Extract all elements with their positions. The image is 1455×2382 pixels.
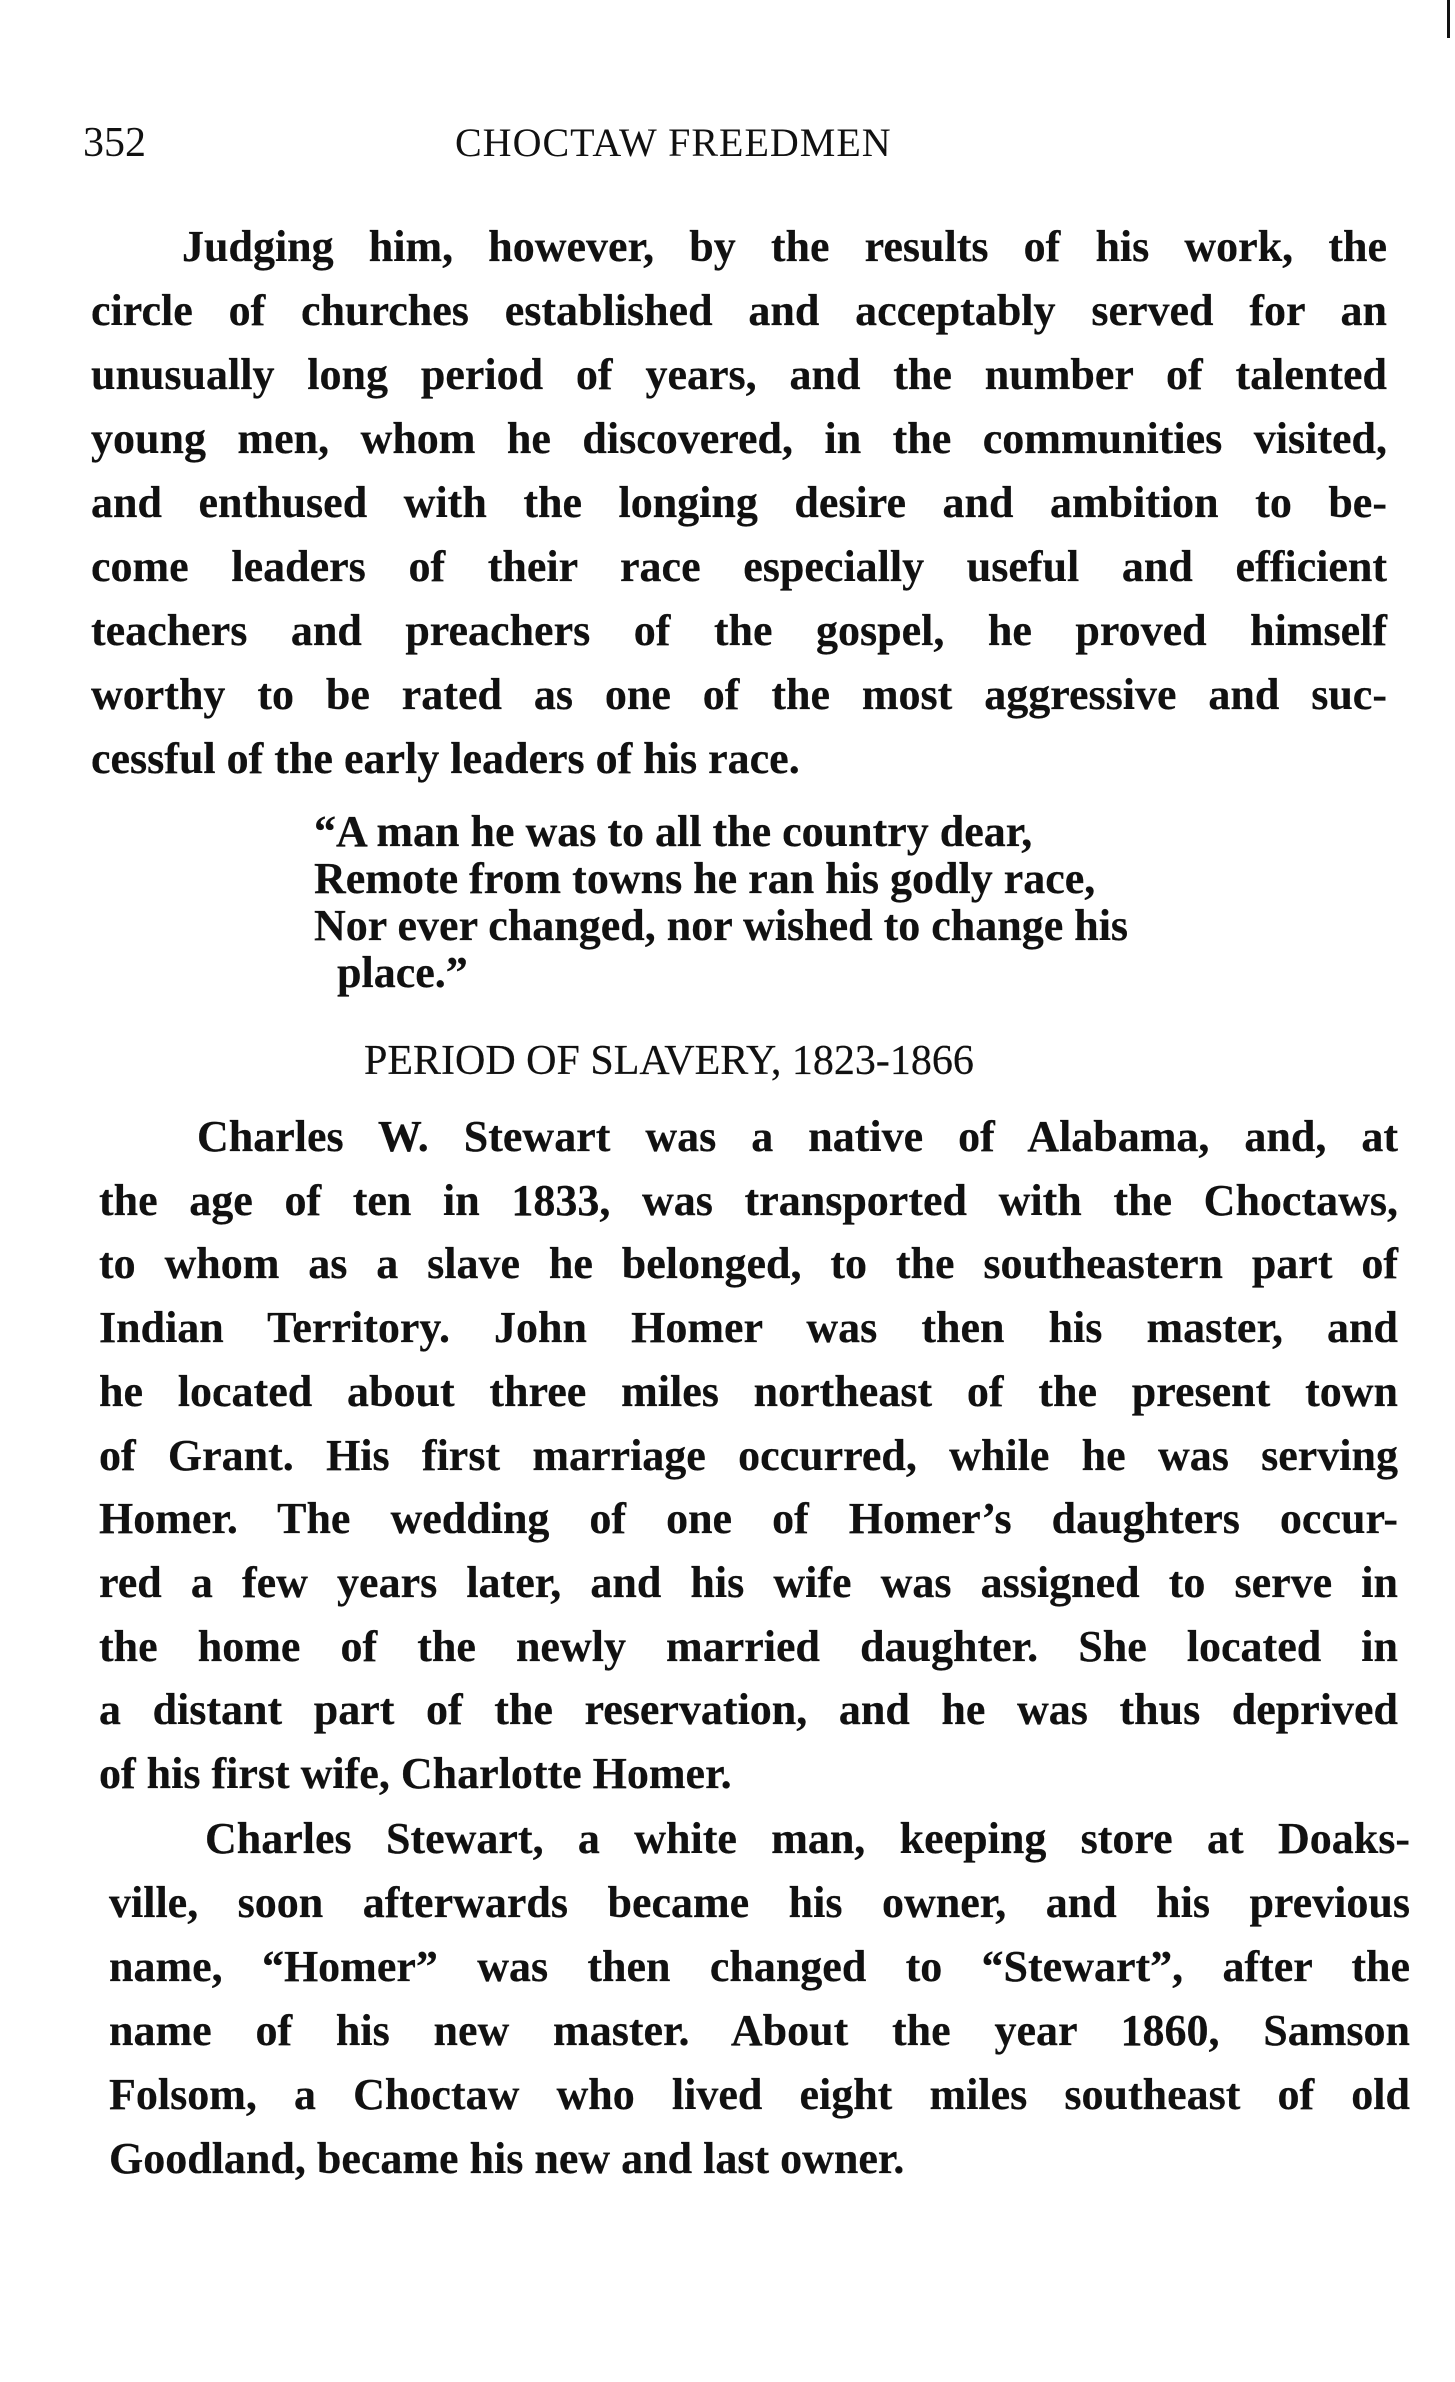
poem-line: “A man he was to all the country dear, bbox=[314, 807, 1033, 856]
paragraph-2-line: of his first wife, Charlotte Homer. bbox=[99, 1749, 732, 1798]
paragraph-1-line: circle of churches established and acceptably served for an bbox=[91, 286, 1387, 335]
paragraph-3-line: name of his new master. About the year 1860, Samson bbox=[109, 2006, 1410, 2055]
paragraph-2-line: the age of ten in 1833, was transported with the Choctaws, bbox=[99, 1175, 1398, 1225]
paragraph-1-line: come leaders of their race especially useful and efficient bbox=[91, 542, 1387, 591]
running-title: CHOCTAW FREEDMEN bbox=[455, 120, 892, 165]
scan-edge-mark bbox=[1447, 0, 1450, 38]
paragraph-1-line: Judging him, however, by the results of his work, the bbox=[182, 222, 1387, 271]
paragraph-1-line: cessful of the early leaders of his race. bbox=[91, 734, 800, 783]
section-heading: PERIOD OF SLAVERY, 1823-1866 bbox=[364, 1038, 974, 1084]
paragraph-1-line: unusually long period of years, and the number of talented bbox=[91, 350, 1387, 399]
paragraph-1-line: young men, whom he discovered, in the communities visited, bbox=[91, 414, 1387, 463]
paragraph-3-line: Folsom, a Choctaw who lived eight miles southeast of old bbox=[109, 2070, 1410, 2119]
paragraph-2-line: of Grant. His first marriage occurred, while he was serving bbox=[99, 1430, 1398, 1480]
poem-line: Remote from towns he ran his godly race, bbox=[314, 854, 1096, 903]
paragraph-2-line: Indian Territory. John Homer was then his master, and bbox=[99, 1303, 1398, 1353]
poem-line: Nor ever changed, nor wished to change his bbox=[314, 901, 1129, 950]
paragraph-2-line: red a few years later, and his wife was assigned to serve in bbox=[99, 1557, 1398, 1607]
paragraph-2-line: he located about three miles northeast of the present town bbox=[99, 1366, 1398, 1416]
paragraph-1-line: worthy to be rated as one of the most aggressive and suc- bbox=[91, 670, 1387, 719]
page-number: 352 bbox=[83, 120, 146, 166]
paragraph-2-line: a distant part of the reservation, and he was thus deprived bbox=[99, 1685, 1398, 1735]
paragraph-3-line: Goodland, became his new and last owner. bbox=[109, 2134, 905, 2183]
paragraph-3-line: ville, soon afterwards became his owner, and his previous bbox=[109, 1878, 1410, 1927]
paragraph-1-line: teachers and preachers of the gospel, he proved himself bbox=[91, 606, 1387, 655]
paragraph-2-line: the home of the newly married daughter. She located in bbox=[99, 1621, 1398, 1671]
paragraph-2-line: Homer. The wedding of one of Homer’s daughters occur- bbox=[99, 1494, 1398, 1544]
paragraph-2-line: to whom as a slave he belonged, to the southeastern part of bbox=[99, 1239, 1398, 1289]
paragraph-1-line: and enthused with the longing desire and ambition to be- bbox=[91, 478, 1387, 527]
poem-line: place.” bbox=[337, 948, 468, 997]
paragraph-3-line: Charles Stewart, a white man, keeping store at Doaks- bbox=[205, 1814, 1410, 1863]
paragraph-3-line: name, “Homer” was then changed to “Stewart”, after the bbox=[109, 1942, 1410, 1991]
paragraph-2-line: Charles W. Stewart was a native of Alabama, and, at bbox=[197, 1112, 1398, 1161]
